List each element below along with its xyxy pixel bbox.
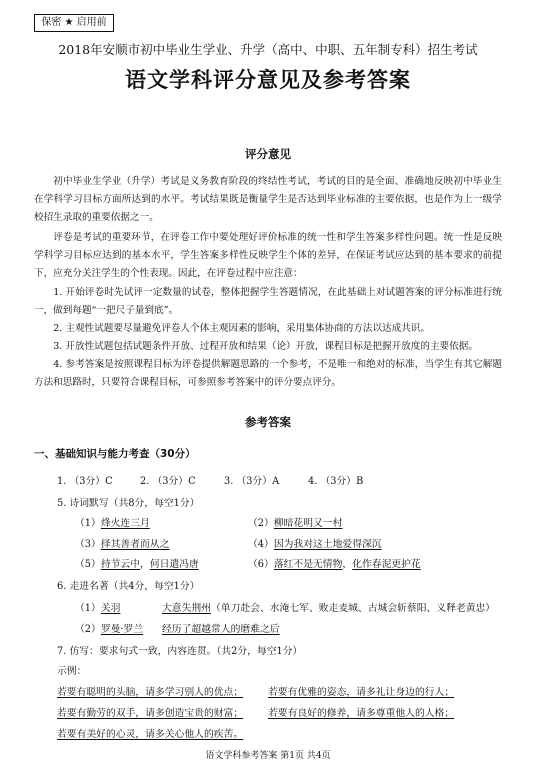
item-number: （1） <box>75 603 101 614</box>
question-6-heading: 6. 走进名著（共4分，每空1分） <box>57 581 200 592</box>
q5-item-6: （6）落红不是无情物，化作春泥更护花 <box>248 559 421 570</box>
answer-text: 择其善者而从之 <box>100 539 170 550</box>
q5-item-2 <box>248 517 342 531</box>
part-one-heading: 一、基础知识与能力考查（30分） <box>34 448 196 460</box>
answer-q3: 3. （3分）A <box>224 476 280 487</box>
q5-item-1 <box>75 517 150 531</box>
item-number: （2） <box>248 518 274 529</box>
scoring-paragraph-2: 评卷是考试的重要环节，在评卷工作中要处理好评价标准的统一性和学生答案多样性问题。统一性是反映学科学习目标应达到的基本水平，学生答案多样性反映学生个体的差异，在保证考试应达到的基本要求的前提下，应充分关注学生的个性表现。因此，在评卷过程中应注意： <box>34 232 502 279</box>
answer-text: 因为我对这土地爱得深沉 <box>273 539 382 550</box>
character-name: 关羽 <box>100 603 121 614</box>
event-text: 经历了超越常人的磨难之后 <box>162 624 280 635</box>
item-number: （6） <box>248 559 274 570</box>
example-sentence: 若要有良好的修养，请多尊重他人的人格； <box>268 708 455 719</box>
question-7-heading: 7. 仿写：要求句式一致，内容连贯。（共2分，每空1分） <box>57 646 303 657</box>
answer-q1: 1. （3分）C <box>57 476 113 487</box>
example-sentence: 若要有优雅的姿态，请多礼让身边的行人； <box>268 687 455 698</box>
example-sentence: 若要有勤劳的双手，请多创造宝贵的财富； <box>57 708 244 719</box>
item-number: （5） <box>75 559 101 570</box>
item-number: （4） <box>248 539 274 550</box>
q6-item-1 <box>75 602 120 616</box>
scoring-rule-1: 1. 开始评卷时先试评一定数量的试卷，整体把握学生答题情况，在此基础上对试题答案的评分标准进行统一，做到每题“一把尺子量到底”。 <box>34 287 502 316</box>
q6-item-1-event <box>162 602 495 616</box>
q5-item-5: （5）持节云中，何日遣冯唐 <box>75 559 199 570</box>
answer-text: 烽火连三月 <box>100 518 150 529</box>
q5-item-4 <box>248 538 382 552</box>
answer-text: 何日遣冯唐 <box>149 559 199 570</box>
q5-item-3 <box>75 538 169 552</box>
item-number: （3） <box>75 539 101 550</box>
answer-text: 落红不是无情物 <box>273 559 343 570</box>
exam-title: 2018年安顺市初中毕业生学业、升学（高中、中职、五年制专科）招生考试 <box>58 42 478 57</box>
item-number: （2） <box>75 624 101 635</box>
page-footer: 语文学科参考答案 第1页 共4页 <box>205 751 331 761</box>
scoring-rule-4: 4. 参考答案是按照课程目标为评卷提供解题思路的一个参考，不是唯一和绝对的标准，当学生有其它解题方法和思路时，只要符合课程目标，可参照参考答案中的评分要点评分。 <box>34 359 502 388</box>
character-name: 罗曼·罗兰 <box>100 624 144 635</box>
item-number: （1） <box>75 518 101 529</box>
example-sentence: 若要有聪明的头脑，请多学习别人的优点； <box>57 687 244 698</box>
answer-text: 柳暗花明又一村 <box>273 518 343 529</box>
answer-q2: 2. （3分）C <box>140 476 196 487</box>
answer-text: 持节云中 <box>100 559 141 570</box>
scoring-paragraph-1: 初中毕业生学业（升学）考试是义务教育阶段的终结性考试，考试的目的是全面、准确地反映初中毕业生在学科学习目标方面所达到的水平。考试结果既是衡量学生是否达到毕业标准的主要依据，也是作为上一级学校招生录取的重要依据之一。 <box>34 176 502 223</box>
example-label: 示例： <box>57 666 87 677</box>
example-sentence: 若要有美好的心灵，请多关心他人的疾苦。 <box>57 729 244 740</box>
answers-heading: 参考答案 <box>245 415 291 429</box>
scoring-heading: 评分意见 <box>245 147 291 161</box>
event-detail: （单刀赴会、水淹七军、败走麦城、古城会斩蔡阳、义释老黄忠） <box>210 603 496 614</box>
confidential-badge: 保密 ★ 启用前 <box>34 14 114 32</box>
answer-q4: 4. （3分）B <box>308 476 364 487</box>
scoring-rule-2: 2. 主观性试题要尽量避免评卷人个体主观因素的影响，采用集体协商的方法以达成共识。 <box>53 323 430 334</box>
answer-text: 化作春泥更护花 <box>352 559 421 570</box>
q6-item-2-event <box>162 623 280 637</box>
question-5-heading: 5. 诗词默写（共8分，每空1分） <box>57 498 200 509</box>
scoring-rule-3: 3. 开放性试题包括试题条件开放、过程开放和结果（论）开放，课程目标是把握开放度的主要依据。 <box>53 341 478 352</box>
page-title: 语文学科评分意见及参考答案 <box>125 68 411 92</box>
event-text: 大意失荆州 <box>162 603 211 614</box>
q6-item-2 <box>75 623 143 637</box>
